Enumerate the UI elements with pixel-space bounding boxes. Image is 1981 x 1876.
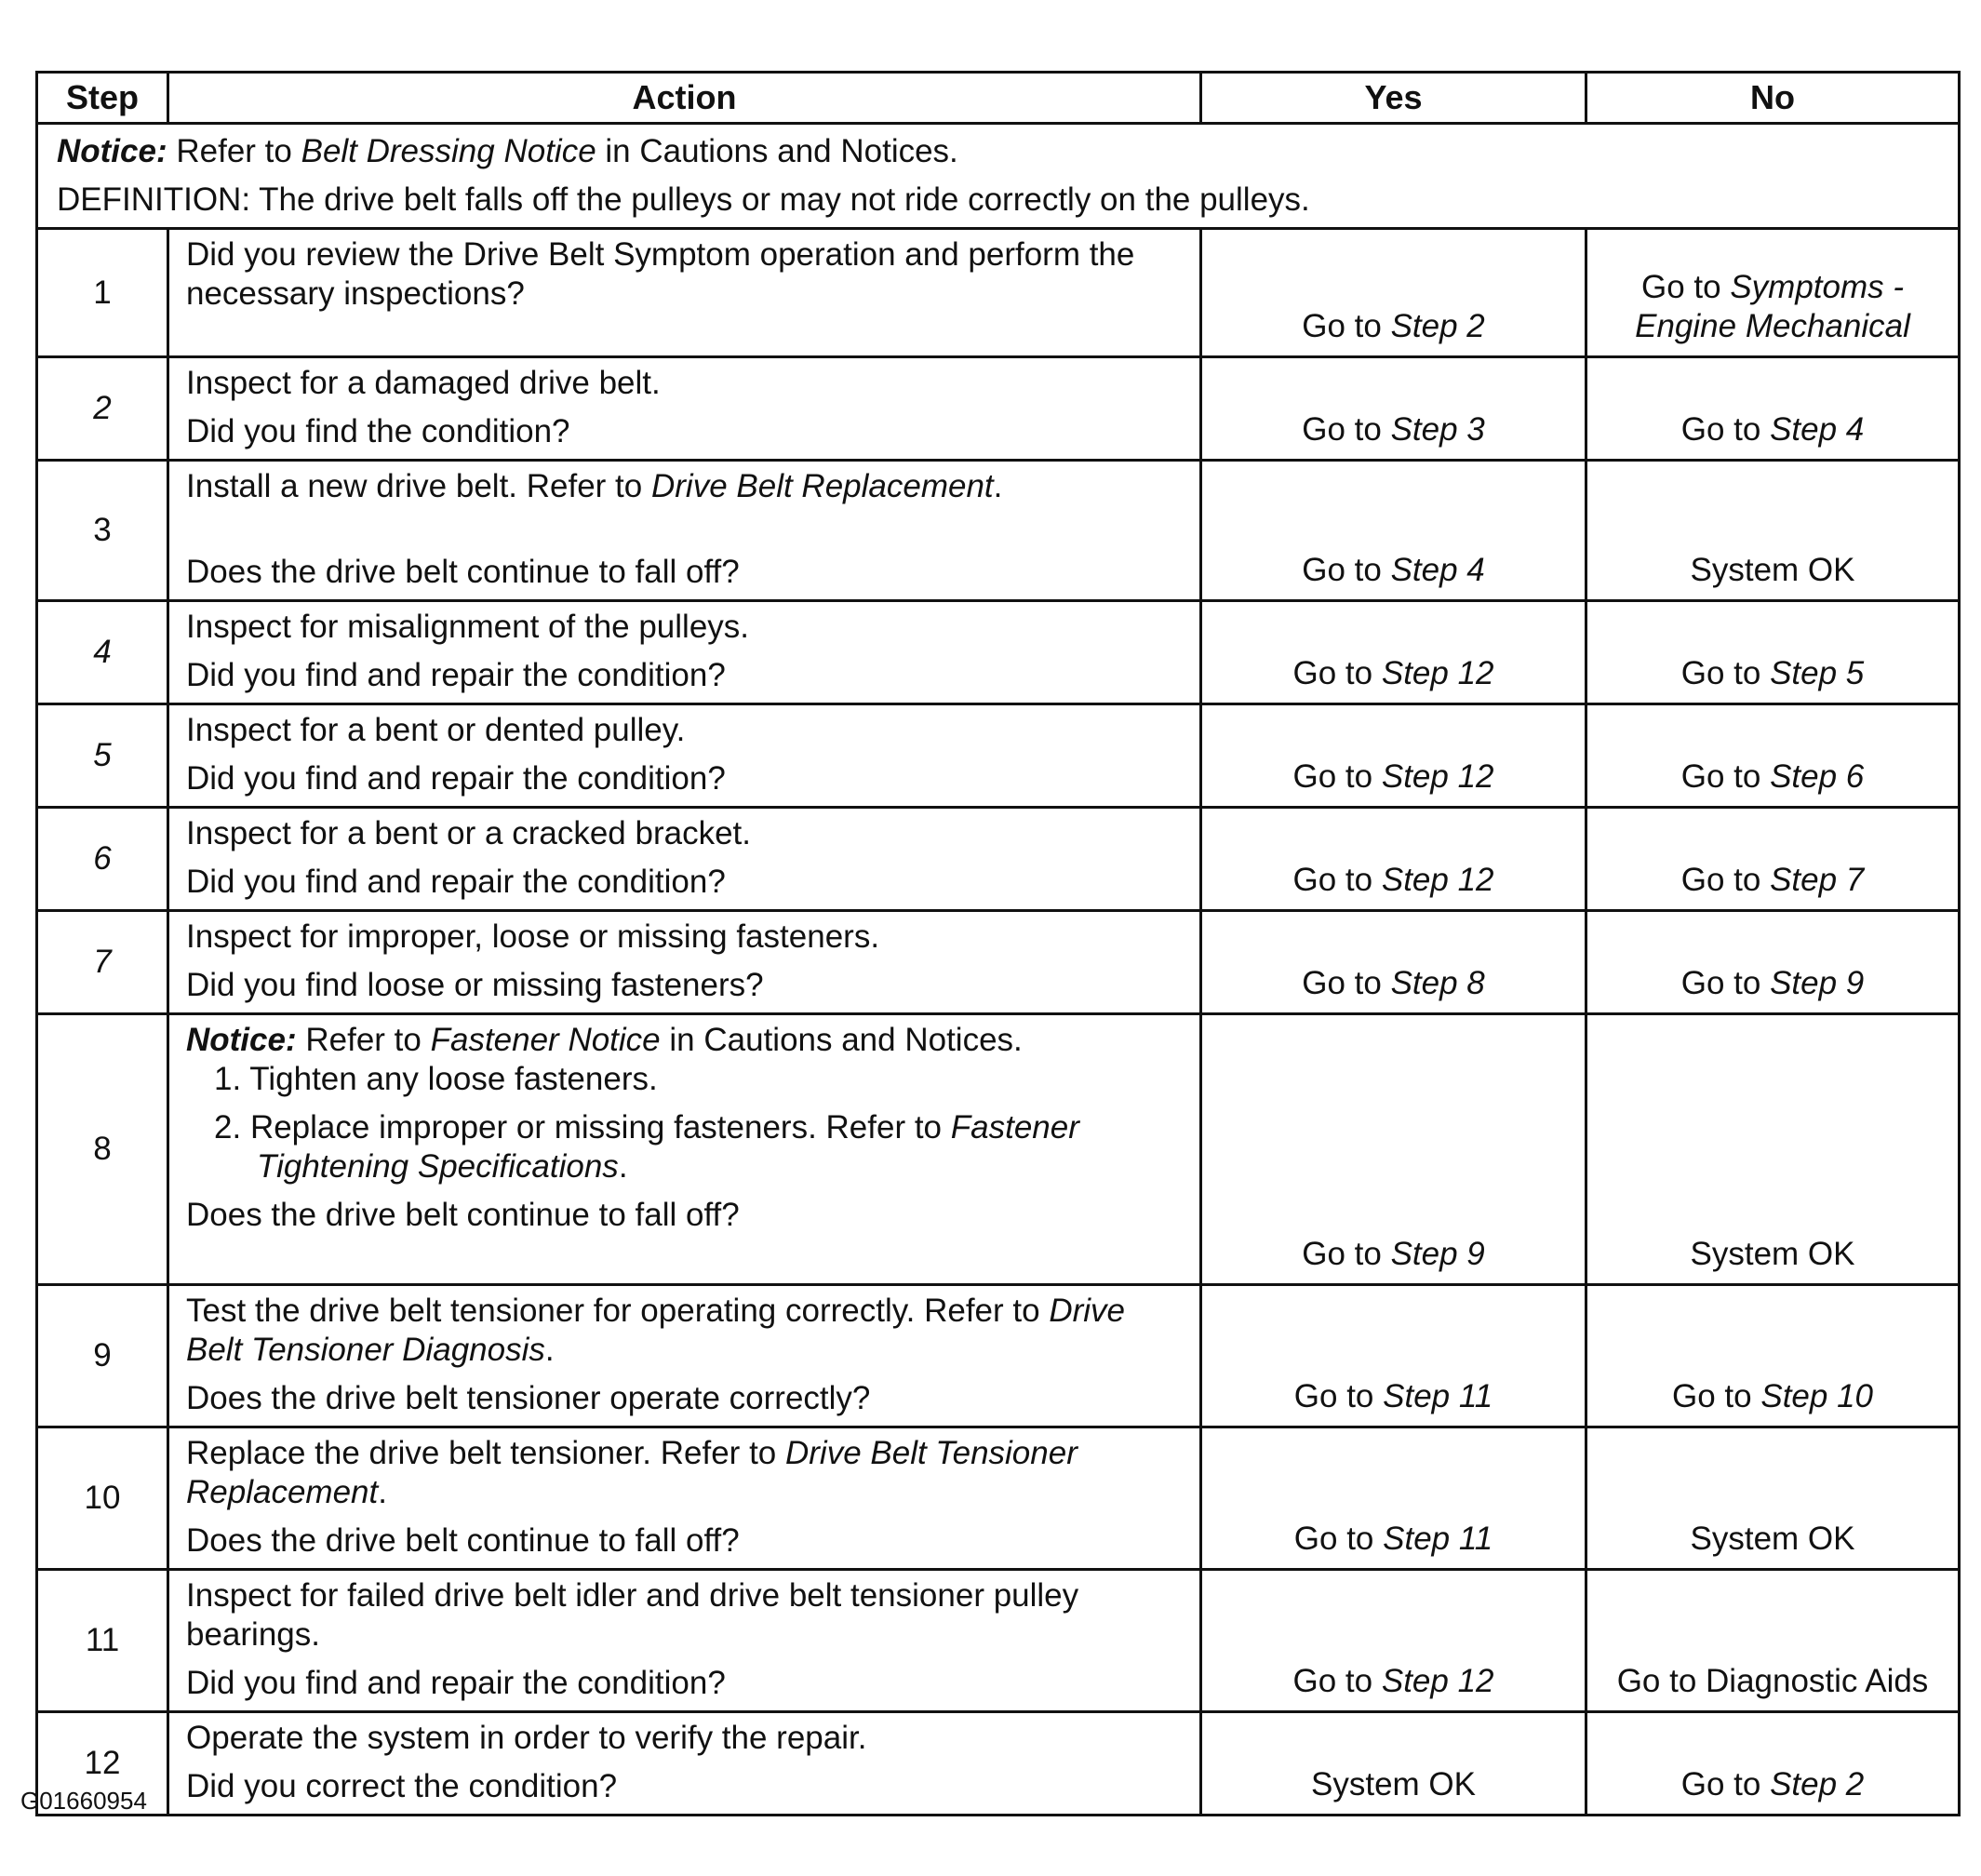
- no-pre: Go to: [1680, 411, 1761, 448]
- action-question: Did you correct the condition?: [186, 1768, 618, 1804]
- no-pre: Go to: [1680, 965, 1761, 1001]
- no-cell: [1586, 601, 1960, 704]
- action-text-pre: Test the drive belt tensioner for operating correctly. Refer to: [186, 1293, 1040, 1329]
- table-row: [37, 1014, 1960, 1285]
- diagnostic-table: [35, 71, 1961, 1816]
- yes-ref: Step 9: [1390, 1236, 1485, 1272]
- action-cell: [168, 357, 1201, 461]
- yes-pre: Go to: [1292, 758, 1373, 795]
- step-number: 7: [37, 911, 168, 1014]
- action-text: Did you review the Drive Belt Symptom operation and perform the necessary inspections?: [186, 236, 1135, 312]
- no-ref: Step 2: [1770, 1766, 1865, 1802]
- step-notice-post: in Cautions and Notices.: [669, 1022, 1023, 1058]
- yes-ref: Step 12: [1381, 1663, 1494, 1699]
- list-item-number: 2.: [214, 1109, 242, 1146]
- action-cell: [168, 461, 1201, 601]
- list-item-number: 1.: [214, 1061, 242, 1097]
- no-pre: Go to: [1680, 758, 1761, 795]
- action-question: Did you find and repair the condition?: [186, 1665, 726, 1701]
- yes-ref: Step 11: [1383, 1521, 1493, 1557]
- no-cell: [1586, 1712, 1960, 1816]
- no-ref: Symptoms - Engine Mechanical: [1635, 269, 1910, 344]
- action-text: Inspect for a bent or dented pulley.: [186, 712, 686, 748]
- no-cell: Go to Diagnostic Aids: [1586, 1570, 1960, 1712]
- action-text: Operate the system in order to verify the repair.: [186, 1720, 867, 1756]
- action-question: Did you find and repair the condition?: [186, 657, 726, 693]
- no-pre: Go to: [1680, 862, 1761, 898]
- action-text: Inspect for a damaged drive belt.: [186, 365, 661, 401]
- no-ref: Step 4: [1770, 411, 1865, 448]
- notice-cell: [37, 124, 1960, 229]
- action-text: Inspect for misalignment of the pulleys.: [186, 609, 750, 645]
- yes-cell: [1201, 1570, 1586, 1712]
- step-number: 11: [37, 1570, 168, 1712]
- yes-ref: Step 3: [1390, 411, 1485, 448]
- action-cell: [168, 1285, 1201, 1427]
- yes-pre: Go to: [1302, 308, 1382, 344]
- yes-pre: Go to: [1293, 1521, 1374, 1557]
- yes-cell: [1201, 808, 1586, 911]
- action-cell: [168, 704, 1201, 808]
- action-question: Did you find and repair the condition?: [186, 864, 726, 900]
- step-number: 10: [37, 1427, 168, 1570]
- no-cell: System OK: [1586, 461, 1960, 601]
- definition-text: DEFINITION: The drive belt falls off the pulleys or may not ride correctly on the pulleys.: [57, 181, 1310, 218]
- action-cell: [168, 911, 1201, 1014]
- figure-code: G01660954: [20, 1787, 147, 1815]
- step-notice-pre: Refer to: [305, 1022, 422, 1058]
- no-pre: Go to: [1640, 269, 1721, 305]
- yes-ref: Step 12: [1381, 758, 1494, 795]
- notice-post: in Cautions and Notices.: [605, 133, 958, 169]
- step-number: 1: [37, 229, 168, 357]
- table-row: [37, 601, 1960, 704]
- action-cell: [168, 808, 1201, 911]
- action-question: Does the drive belt continue to fall off?: [186, 1522, 740, 1559]
- step-number: 9: [37, 1285, 168, 1427]
- yes-cell: [1201, 601, 1586, 704]
- action-cell: [168, 1014, 1201, 1285]
- no-ref: Step 10: [1760, 1378, 1873, 1414]
- header-action: Action: [168, 73, 1201, 124]
- action-text-pre: Install a new drive belt. Refer to: [186, 468, 643, 504]
- action-text: Inspect for failed drive belt idler and drive belt tensioner pulley bearings.: [186, 1577, 1079, 1653]
- action-text: [186, 1292, 1185, 1370]
- yes-ref: Step 11: [1383, 1378, 1493, 1414]
- step-number: 3: [37, 461, 168, 601]
- no-cell: [1586, 704, 1960, 808]
- action-cell: [168, 1427, 1201, 1570]
- header-yes: Yes: [1201, 73, 1586, 124]
- action-ref: Drive Belt Tensioner Replacement: [186, 1435, 1078, 1510]
- action-question: Does the drive belt continue to fall off?: [186, 554, 740, 590]
- header-row: [37, 73, 1960, 124]
- yes-cell: [1201, 461, 1586, 601]
- action-question: Does the drive belt continue to fall off?: [186, 1197, 740, 1233]
- table-row: [37, 461, 1960, 601]
- action-text: [186, 1434, 1185, 1512]
- yes-ref: Step 4: [1390, 552, 1485, 588]
- table-row: [37, 229, 1960, 357]
- step-notice-label: Notice:: [186, 1022, 297, 1058]
- yes-cell: [1201, 1285, 1586, 1427]
- yes-ref: Step 8: [1390, 965, 1485, 1001]
- action-ref: Drive Belt Tensioner Diagnosis: [186, 1293, 1125, 1368]
- list-item-ref: Fastener Tightening Specifications: [257, 1109, 1079, 1185]
- list-item: [195, 1060, 1185, 1099]
- table-row: [37, 704, 1960, 808]
- no-pre: Go to: [1680, 655, 1761, 691]
- list-item: [195, 1108, 1185, 1186]
- step-number: 6: [37, 808, 168, 911]
- no-cell: [1586, 808, 1960, 911]
- no-pre: Go to: [1672, 1378, 1752, 1414]
- step-number: 5: [37, 704, 168, 808]
- action-text-post: .: [378, 1474, 387, 1510]
- yes-cell: [1201, 357, 1586, 461]
- notice-ref: Belt Dressing Notice: [301, 133, 596, 169]
- yes-pre: Go to: [1292, 1663, 1373, 1699]
- yes-cell: [1201, 1014, 1586, 1285]
- header-step: Step: [37, 73, 168, 124]
- no-ref: Step 5: [1770, 655, 1865, 691]
- action-cell: [168, 601, 1201, 704]
- table-row: [37, 911, 1960, 1014]
- yes-cell: [1201, 229, 1586, 357]
- yes-pre: Go to: [1302, 1236, 1382, 1272]
- step-number: 2: [37, 357, 168, 461]
- list-item-post: .: [618, 1148, 628, 1185]
- yes-pre: Go to: [1302, 411, 1382, 448]
- yes-pre: Go to: [1292, 655, 1373, 691]
- yes-pre: Go to: [1292, 862, 1373, 898]
- yes-pre: Go to: [1293, 1378, 1374, 1414]
- action-text-pre: Replace the drive belt tensioner. Refer to: [186, 1435, 777, 1471]
- table-row: [37, 1570, 1960, 1712]
- yes-ref: Step 12: [1381, 862, 1494, 898]
- action-cell: [168, 1570, 1201, 1712]
- action-question: Did you find and repair the condition?: [186, 760, 726, 797]
- no-ref: Step 7: [1770, 862, 1865, 898]
- action-text-post: .: [544, 1332, 555, 1368]
- action-text: Inspect for a bent or a cracked bracket.: [186, 815, 751, 851]
- no-cell: [1586, 229, 1960, 357]
- list-item-text: Replace improper or missing fasteners. Refer to: [249, 1109, 943, 1146]
- yes-cell: [1201, 704, 1586, 808]
- table-row: [37, 1285, 1960, 1427]
- no-cell: [1586, 357, 1960, 461]
- table-row: [37, 1427, 1960, 1570]
- step-notice-ref: Fastener Notice: [430, 1022, 661, 1058]
- action-question: Did you find the condition?: [186, 413, 570, 449]
- yes-pre: Go to: [1302, 552, 1382, 588]
- table-row: [37, 808, 1960, 911]
- step-number: 12: [37, 1712, 168, 1816]
- yes-cell: [1201, 1427, 1586, 1570]
- list-item-text: Tighten any loose fasteners.: [249, 1061, 658, 1097]
- notice-pre: Refer to: [176, 133, 292, 169]
- notice-row: [37, 124, 1960, 229]
- no-ref: Step 9: [1770, 965, 1865, 1001]
- action-text: [186, 467, 1185, 506]
- step-notice: [186, 1021, 1185, 1060]
- action-cell: [168, 229, 1201, 357]
- yes-ref: Step 2: [1390, 308, 1485, 344]
- action-ref: Drive Belt Replacement: [650, 468, 994, 504]
- step-number: 4: [37, 601, 168, 704]
- action-question: Did you find loose or missing fasteners?: [186, 967, 764, 1003]
- no-cell: System OK: [1586, 1014, 1960, 1285]
- no-cell: [1586, 911, 1960, 1014]
- yes-cell: [1201, 911, 1586, 1014]
- notice-line: [57, 132, 1941, 171]
- step-number: 8: [37, 1014, 168, 1285]
- no-cell: System OK: [1586, 1427, 1960, 1570]
- action-question: Does the drive belt tensioner operate correctly?: [186, 1380, 871, 1416]
- table-row: [37, 357, 1960, 461]
- action-cell: [168, 1712, 1201, 1816]
- yes-pre: Go to: [1302, 965, 1382, 1001]
- notice-label: Notice:: [57, 133, 167, 169]
- yes-ref: Step 12: [1381, 655, 1494, 691]
- no-pre: Go to: [1680, 1766, 1761, 1802]
- no-ref: Step 6: [1770, 758, 1865, 795]
- action-text: Inspect for improper, loose or missing fasteners.: [186, 918, 880, 955]
- action-text-post: .: [993, 468, 1003, 504]
- table-row: [37, 1712, 1960, 1816]
- yes-cell: System OK: [1201, 1712, 1586, 1816]
- header-no: No: [1586, 73, 1960, 124]
- no-cell: [1586, 1285, 1960, 1427]
